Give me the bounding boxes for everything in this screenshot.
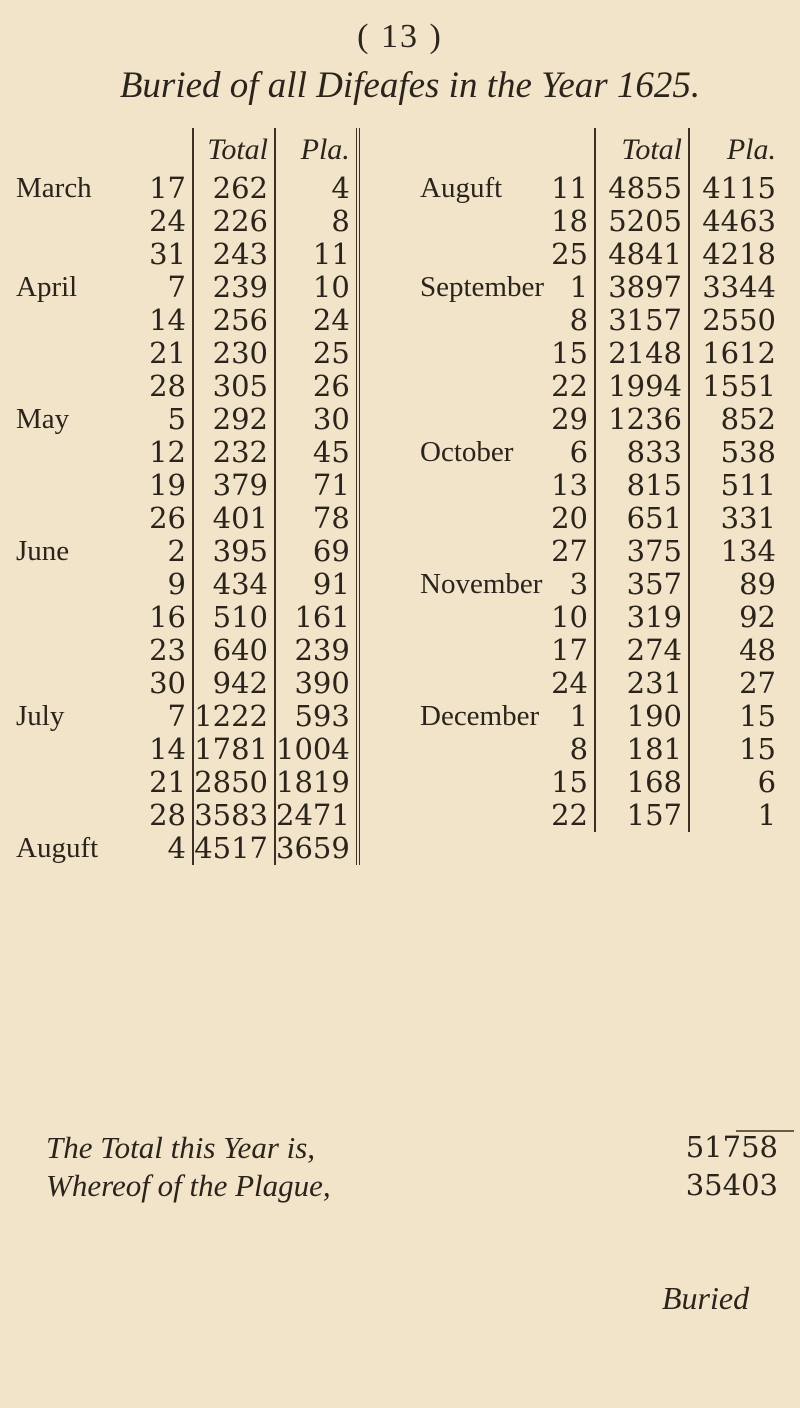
day-cell: 11 [544,172,595,205]
table-row [420,634,782,667]
day-cell: 20 [544,502,595,535]
page-number: ( 13 ) [357,18,443,55]
day-cell: 15 [544,337,595,370]
plague-cell: 4 [275,172,358,205]
table-row [420,733,782,766]
month-cell [16,337,126,370]
table-row [420,304,782,337]
month-cell [16,766,126,799]
total-cell: 3157 [595,304,689,337]
total-cell: 640 [193,634,275,667]
total-cell: 510 [193,601,275,634]
table-row [420,601,782,634]
day-cell: 12 [126,436,193,469]
month-cell: September [420,271,545,303]
plague-cell: 1 [757,798,777,832]
right-burial-table [420,128,782,832]
right-table-header [420,128,782,172]
total-cell: 2850 [193,766,275,799]
total-cell: 239 [193,271,275,304]
plague-cell: 15 [739,732,777,766]
total-cell: 357 [595,568,689,601]
month-cell [16,601,126,634]
catchword: Buried [662,1280,750,1316]
table-row [16,634,358,667]
year-summary [46,1130,786,1206]
month-cell: Auguft [420,172,503,204]
plague-cell: 91 [275,568,358,601]
table-row [16,436,358,469]
table-row [16,337,358,370]
plague-cell: 3659 [275,832,358,865]
table-row [16,601,358,634]
plague-cell: 4218 [702,237,777,271]
plague-cell: 27 [739,666,777,700]
total-cell: 292 [193,403,275,436]
plague-cell: 4463 [702,204,777,238]
plague-cell: 48 [739,633,777,667]
plague-row [46,1168,786,1206]
plague-cell: 239 [275,634,358,667]
plague-cell: 92 [739,600,777,634]
total-cell: 4517 [193,832,275,865]
table-row [16,271,358,304]
right-header-total: Total [595,128,689,172]
plague-cell: 24 [275,304,358,337]
page-title: Buried of all Difeafes in the Year 1625. [119,65,701,106]
month-cell: October [420,436,514,468]
plague-cell: 45 [275,436,358,469]
month-cell [16,502,126,535]
right-table-body [420,172,782,832]
plague-cell: 2471 [275,799,358,832]
table-row [420,568,782,601]
table-row [16,700,358,733]
plague-cell: 538 [720,435,777,469]
total-cell: 168 [595,766,689,799]
day-cell: 17 [544,634,595,667]
table-row [420,436,782,469]
month-cell [16,469,126,502]
total-cell: 5205 [595,205,689,238]
left-table-column [16,128,416,865]
total-cell: 319 [595,601,689,634]
table-row [16,172,358,205]
total-cell: 243 [193,238,275,271]
day-cell: 7 [126,700,193,733]
total-cell: 942 [193,667,275,700]
table-row [420,172,782,205]
total-row [46,1130,786,1168]
plague-cell: 78 [275,502,358,535]
table-row [16,205,358,238]
plague-cell: 2550 [702,303,777,337]
total-cell: 395 [193,535,275,568]
day-cell: 21 [126,337,193,370]
day-cell: 29 [544,403,595,436]
plague-cell: 3344 [702,270,777,304]
day-cell: 18 [544,205,595,238]
day-cell: 8 [544,304,595,337]
table-row [420,337,782,370]
month-cell [420,469,544,502]
total-cell: 274 [595,634,689,667]
day-cell: 5 [126,403,193,436]
day-cell: 26 [126,502,193,535]
day-cell: 28 [126,370,193,403]
day-cell: 10 [544,601,595,634]
right-table-column [420,128,795,832]
total-cell: 231 [595,667,689,700]
plague-value: 35403 [685,1168,778,1202]
month-cell [420,403,544,436]
table-row [16,667,358,700]
month-cell [16,370,126,403]
day-cell: 31 [126,238,193,271]
day-cell: 19 [126,469,193,502]
month-cell: March [16,172,92,204]
total-cell: 1222 [193,700,275,733]
month-cell [16,667,126,700]
plague-cell: 71 [275,469,358,502]
day-cell: 22 [544,370,595,403]
day-cell: 1 [544,271,595,304]
table-row [16,766,358,799]
total-cell: 256 [193,304,275,337]
table-row [16,568,358,601]
day-cell: 1 [544,700,595,733]
total-cell: 4841 [595,238,689,271]
plague-cell: 511 [720,468,777,502]
plague-cell: 6 [757,765,777,799]
table-row [16,238,358,271]
total-cell: 651 [595,502,689,535]
table-row [420,667,782,700]
month-cell [16,568,126,601]
month-cell [16,733,126,766]
month-cell: December [420,700,540,732]
total-cell: 2148 [595,337,689,370]
month-cell [420,601,544,634]
month-cell [16,799,126,832]
total-cell: 4855 [595,172,689,205]
plague-cell: 1004 [275,733,358,766]
month-cell [420,304,544,337]
total-cell: 1781 [193,733,275,766]
day-cell: 7 [126,271,193,304]
month-cell [420,535,544,568]
month-cell [420,238,544,271]
table-row [420,370,782,403]
day-cell: 28 [126,799,193,832]
month-cell: April [16,271,78,303]
plague-cell: 15 [739,699,777,733]
day-cell: 21 [126,766,193,799]
total-value: 51758 [685,1130,778,1164]
month-cell [420,634,544,667]
month-cell [16,634,126,667]
total-cell: 815 [595,469,689,502]
day-cell: 25 [544,238,595,271]
day-cell: 16 [126,601,193,634]
total-cell: 226 [193,205,275,238]
month-cell [420,337,544,370]
month-cell [420,799,544,832]
day-cell: 24 [544,667,595,700]
total-cell: 434 [193,568,275,601]
day-cell: 24 [126,205,193,238]
table-row [420,700,782,733]
day-cell: 8 [544,733,595,766]
day-cell: 14 [126,304,193,337]
table-row [420,403,782,436]
table-row [420,766,782,799]
left-header-pla: Pla. [275,128,358,172]
total-cell: 379 [193,469,275,502]
total-cell: 3583 [193,799,275,832]
left-table-body [16,172,358,865]
day-cell: 2 [126,535,193,568]
day-cell: 17 [126,172,193,205]
day-cell: 30 [126,667,193,700]
month-cell: July [16,700,65,732]
plague-cell: 1551 [702,369,777,403]
month-cell: Auguft [16,832,99,864]
table-row [16,535,358,568]
plague-cell: 11 [275,238,358,271]
total-cell: 181 [595,733,689,766]
table-row [16,304,358,337]
plague-cell: 4115 [702,171,777,205]
month-cell: May [16,403,70,435]
plague-cell: 390 [275,667,358,700]
table-row [420,205,782,238]
table-row [420,238,782,271]
plague-cell: 30 [275,403,358,436]
table-row [16,469,358,502]
total-cell: 1994 [595,370,689,403]
table-row [16,370,358,403]
left-table-header [16,128,358,172]
day-cell: 23 [126,634,193,667]
total-cell: 3897 [595,271,689,304]
month-cell [420,205,544,238]
day-cell: 9 [126,568,193,601]
plague-cell: 69 [275,535,358,568]
plague-cell: 1612 [702,336,777,370]
total-cell: 262 [193,172,275,205]
month-cell: June [16,535,70,567]
day-cell: 15 [544,766,595,799]
month-cell [16,436,126,469]
total-cell: 232 [193,436,275,469]
day-cell: 6 [544,436,595,469]
plague-cell: 8 [275,205,358,238]
total-label: The Total this Year is, [46,1130,316,1165]
table-row [16,799,358,832]
table-row [420,799,782,832]
month-cell [420,733,544,766]
day-cell: 3 [544,568,595,601]
plague-label: Whereof of the Plague, [46,1168,331,1203]
plague-cell: 161 [275,601,358,634]
month-cell [16,304,126,337]
plague-cell: 852 [720,402,777,436]
plague-cell: 593 [275,700,358,733]
table-row [16,832,358,865]
day-cell: 13 [544,469,595,502]
table-row [420,535,782,568]
table-row [16,733,358,766]
plague-cell: 89 [739,567,777,601]
day-cell: 4 [126,832,193,865]
table-row [16,403,358,436]
month-cell [16,205,126,238]
month-cell [420,667,544,700]
plague-cell: 10 [275,271,358,304]
total-cell: 833 [595,436,689,469]
total-cell: 401 [193,502,275,535]
day-cell: 22 [544,799,595,832]
table-row [420,502,782,535]
table-row [16,502,358,535]
total-cell: 157 [595,799,689,832]
total-cell: 305 [193,370,275,403]
month-cell [16,238,126,271]
day-cell: 27 [544,535,595,568]
plague-cell: 1819 [275,766,358,799]
total-cell: 230 [193,337,275,370]
month-cell [420,370,544,403]
total-cell: 1236 [595,403,689,436]
table-row [420,271,782,304]
total-cell: 375 [595,535,689,568]
left-burial-table [16,128,360,865]
table-row [420,469,782,502]
month-cell [420,766,544,799]
right-header-pla: Pla. [726,133,777,166]
plague-cell: 26 [275,370,358,403]
total-cell: 190 [595,700,689,733]
day-cell: 14 [126,733,193,766]
plague-cell: 25 [275,337,358,370]
plague-cell: 134 [720,534,777,568]
plague-cell: 331 [720,501,777,535]
month-cell: November [420,568,543,600]
left-header-total: Total [193,128,275,172]
month-cell [420,502,544,535]
